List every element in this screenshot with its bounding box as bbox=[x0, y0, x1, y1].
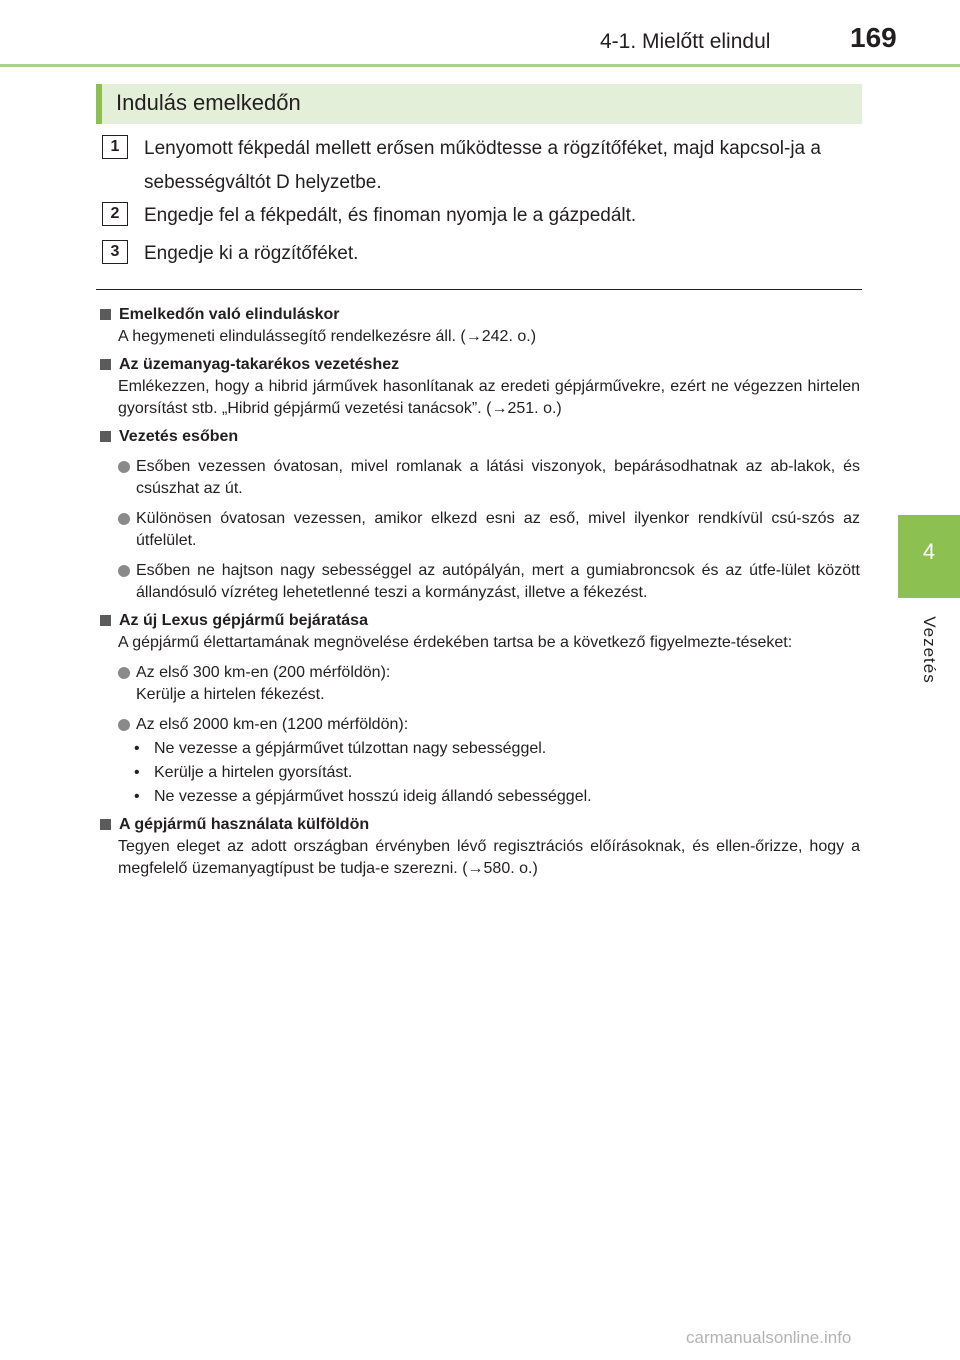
chapter-header: 4-1. Mielőtt elindul bbox=[600, 30, 771, 53]
dash-text: Ne vezesse a gépjárművet hosszú ideig állandó sebességgel. bbox=[154, 788, 592, 805]
note-text: Emlékezzen, hogy a hibrid járművek hasonlítanak az eredeti gépjárművekre, ezért ne végezzen hirtelen gyorsítást stb. „Hibrid gépjármű vezetési tanácsok”. (→251. o.) bbox=[118, 378, 860, 417]
note-heading bbox=[98, 304, 860, 326]
notes-section bbox=[98, 304, 860, 880]
bullet-line: Kerülje a hirtelen fékezést. bbox=[136, 686, 325, 703]
dash-item bbox=[134, 738, 860, 760]
note-title: A gépjármű használata külföldön bbox=[119, 816, 370, 833]
bullet-item bbox=[118, 560, 860, 604]
round-bullet-icon bbox=[118, 667, 130, 679]
dash-item bbox=[134, 786, 860, 808]
step-number: 1 bbox=[102, 135, 128, 159]
section-title-box bbox=[96, 84, 862, 124]
square-bullet-icon bbox=[100, 431, 111, 442]
section-title: Indulás emelkedőn bbox=[116, 90, 301, 115]
square-bullet-icon bbox=[100, 615, 111, 626]
note-heading bbox=[98, 426, 860, 448]
square-bullet-icon bbox=[100, 359, 111, 370]
note-title: Vezetés esőben bbox=[119, 428, 239, 445]
dot-bullet-icon: • bbox=[134, 740, 140, 757]
dash-item bbox=[134, 762, 860, 784]
dot-bullet-icon: • bbox=[134, 764, 140, 781]
round-bullet-icon bbox=[118, 461, 130, 473]
note-title: Az üzemanyag-takarékos vezetéshez bbox=[119, 356, 400, 373]
step-text: Engedje ki a rögzítőféket. bbox=[144, 243, 359, 264]
round-bullet-icon bbox=[118, 565, 130, 577]
bullet-item bbox=[118, 508, 860, 552]
step-number: 2 bbox=[102, 202, 128, 226]
step-text: Engedje fel a fékpedált, és finoman nyomja le a gázpedált. bbox=[144, 205, 637, 226]
watermark: carmanualsonline.info bbox=[686, 1328, 852, 1347]
bullet-text: Különösen óvatosan vezessen, amikor elkezd esni az eső, mivel ilyenkor rendkívül csú-szós az útfelület. bbox=[136, 510, 860, 549]
bullet-item bbox=[118, 662, 860, 706]
square-bullet-icon bbox=[100, 819, 111, 830]
round-bullet-icon bbox=[118, 513, 130, 525]
chapter-tab[interactable] bbox=[898, 515, 960, 598]
bullet-item bbox=[118, 456, 860, 500]
note-heading bbox=[98, 354, 860, 376]
note-title: Az új Lexus gépjármű bejáratása bbox=[119, 612, 368, 629]
step-number: 3 bbox=[102, 240, 128, 264]
chapter-tab-label bbox=[898, 605, 960, 695]
note-title: Emelkedőn való elinduláskor bbox=[119, 306, 340, 323]
note-text: A hegymeneti elindulássegítő rendelkezésre áll. (→242. o.) bbox=[118, 328, 537, 345]
dot-bullet-icon: • bbox=[134, 788, 140, 805]
chapter-tab-number: 4 bbox=[922, 539, 936, 564]
note-heading bbox=[98, 610, 860, 632]
dash-text: Ne vezesse a gépjárművet túlzottan nagy sebességgel. bbox=[154, 740, 547, 757]
round-bullet-icon bbox=[118, 719, 130, 731]
page-number: 169 bbox=[850, 22, 897, 53]
bullet-text: Az első 2000 km-en (1200 mérföldön): bbox=[136, 716, 409, 733]
dash-text: Kerülje a hirtelen gyorsítást. bbox=[154, 764, 353, 781]
bullet-text bbox=[136, 662, 860, 706]
bullet-text: Esőben ne hajtson nagy sebességgel az autópályán, mert a gumiabroncsok és az útfe-lület között állandósuló vízréteg lehetetlenné teszi a kormányzást, illetve a fékezést. bbox=[136, 562, 860, 601]
bullet-item bbox=[118, 714, 860, 736]
header-rule bbox=[0, 64, 960, 67]
note-text: A gépjármű élettartamának megnövelése érdekében tartsa be a következő figyelmezte-téseket: bbox=[118, 634, 793, 651]
title-accent-bar bbox=[96, 84, 102, 124]
chapter-tab-label-text: Vezetés bbox=[920, 616, 939, 684]
section-divider bbox=[96, 289, 862, 290]
square-bullet-icon bbox=[100, 309, 111, 320]
step-text: Lenyomott fékpedál mellett erősen működtesse a rögzítőféket, majd kapcsol-ja a sebességváltót D helyzetbe. bbox=[144, 138, 821, 193]
bullet-text: Esőben vezessen óvatosan, mivel romlanak a látási viszonyok, bepárásodhatnak az ab-lakok, és csúszhat az út. bbox=[136, 458, 860, 497]
note-text: Tegyen eleget az adott országban érvényben lévő regisztrációs előírásoknak, és ellen-őrizze, hogy a megfelelő üzemanyagtípust be tudja-e szerezni. (→580. o.) bbox=[118, 838, 860, 877]
note-heading bbox=[98, 814, 860, 836]
bullet-line: Az első 300 km-en (200 mérföldön): bbox=[136, 664, 391, 681]
